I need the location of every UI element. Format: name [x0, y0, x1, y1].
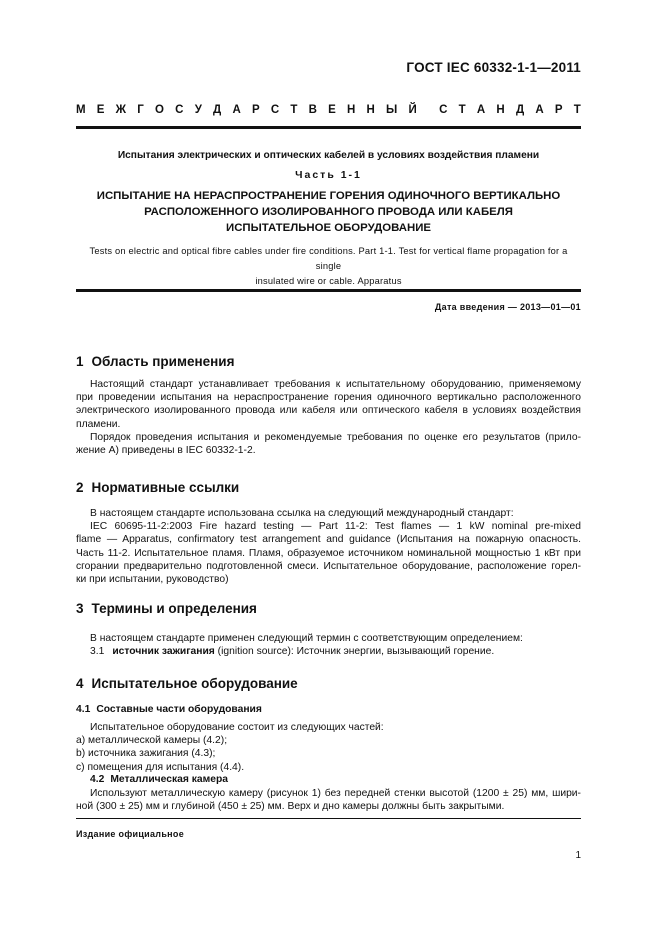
text-line: пламени.	[76, 418, 121, 430]
heading-letter: Е	[96, 104, 105, 116]
heading-letter: Р	[554, 104, 563, 116]
subsection-title: Металлическая камера	[110, 774, 228, 785]
text-line: ки при испытании, руководство)	[76, 574, 229, 586]
heading-letter: Ж	[115, 104, 127, 116]
subsection-number: 4.1	[76, 704, 91, 715]
subsection-heading-4-2	[90, 774, 228, 785]
document-main-title	[76, 188, 581, 236]
section-heading-3	[76, 601, 257, 616]
heading-letter: С	[175, 104, 184, 116]
section-heading-1	[76, 354, 234, 369]
section-heading-2	[76, 480, 239, 495]
english-title-line: insulated wire or cable. Apparatus	[255, 276, 402, 286]
introduction-date: Дата введения — 2013—01—01	[434, 302, 581, 312]
text-line: Порядок проведения испытания и рекомендуемые требования по оценке его результатов (прило-	[90, 431, 581, 443]
subsection-number: 4.2	[90, 774, 105, 785]
section-number: 2	[76, 480, 84, 495]
section-heading-4	[76, 676, 298, 691]
main-title-line: ИСПЫТАНИЕ НА НЕРАСПРОСТРАНЕНИЕ ГОРЕНИЯ ОДИНОЧНОГО ВЕРТИКАЛЬНО	[96, 190, 561, 202]
heading-letter: Т	[573, 104, 581, 116]
english-title	[76, 244, 581, 289]
term-text: (ignition source): Источник энергии, вызывающий горение.	[217, 646, 495, 658]
subsection-heading-4-1	[76, 704, 262, 715]
title-rule	[76, 289, 581, 292]
page-number: 1	[575, 850, 581, 861]
heading-letter: С	[270, 104, 280, 116]
heading-letter: Н	[366, 104, 375, 116]
document-subtitle: Испытания электрических и оптических кабелей в условиях воздействия пламени	[117, 150, 540, 161]
interstate-standard-heading	[76, 104, 581, 116]
section-1-body	[76, 378, 581, 457]
text-line: Часть 11-2. Испытательное пламя. Пламя, образуемое источником номинальной мощностью 1 кВт при	[76, 547, 581, 559]
main-title-line: ИСПЫТАТЕЛЬНОЕ ОБОРУДОВАНИЕ	[226, 222, 431, 234]
text-line: Испытательное оборудование состоит из следующих частей:	[90, 722, 384, 733]
list-item: а) металлической камеры (4.2);	[76, 735, 228, 747]
section-title: Термины и определения	[91, 601, 257, 616]
list-item: с) помещения для испытания (4.4).	[76, 761, 245, 773]
heading-letter: Д	[515, 104, 525, 116]
heading-letter: О	[155, 104, 164, 116]
list-item: b) источника зажигания (4.3);	[76, 748, 216, 760]
heading-letter: М	[76, 104, 86, 116]
heading-letter: А	[535, 104, 544, 116]
subsection-title: Составные части оборудования	[96, 704, 262, 715]
text-line: IEC 60695-11-2:2003 Fire hazard testing — Part 11-2: Test flames — 1 kW nominal pre-mixed	[90, 521, 581, 533]
heading-letter: В	[308, 104, 317, 116]
heading-letter: У	[194, 104, 202, 116]
heading-letter: Е	[328, 104, 336, 116]
text-line: Используют металлическую камеру (рисунок 1) без передней стенки высотой (1200 ± 25) мм, шири-	[90, 788, 581, 799]
term-number: 3.1	[90, 646, 105, 658]
heading-letter: А	[476, 104, 486, 116]
footer-rule	[76, 818, 581, 819]
main-title-line: РАСПОЛОЖЕННОГО ИЗОЛИРОВАННОГО ПРОВОДА ИЛИ КАБЕЛЯ	[144, 206, 513, 218]
section-title: Область применения	[91, 354, 235, 369]
section-number: 3	[76, 601, 84, 616]
section-3-body	[76, 632, 581, 658]
text-line: flame — Apparatus, confirmatory test arrangement and guidance (Испытания на пожарную опасность.	[76, 534, 581, 546]
text-line: жение А) приведены в IEC 60332-1-2.	[76, 445, 256, 457]
section-title: Испытательное оборудование	[91, 676, 298, 691]
heading-letter: А	[232, 104, 241, 116]
heading-letter: Т	[458, 104, 466, 116]
heading-letter: С	[439, 104, 448, 116]
heading-letter: Т	[290, 104, 298, 116]
heading-letter: Н	[496, 104, 505, 116]
section-4-1-body	[76, 721, 581, 774]
section-2-body	[76, 507, 581, 586]
text-line: В настоящем стандарте использована ссылка на следующий международный стандарт:	[90, 508, 514, 519]
heading-letter: Н	[346, 104, 356, 116]
text-line: Настоящий стандарт устанавливает требования к испытательному оборудованию, применяемому	[90, 379, 581, 390]
edition-label: Издание официальное	[76, 829, 185, 839]
section-title: Нормативные ссылки	[91, 480, 240, 495]
heading-letter: Ы	[386, 104, 398, 116]
text-line: В настоящем стандарте применен следующий термин с соответствующим определением:	[90, 633, 523, 644]
section-number: 1	[76, 354, 84, 369]
term-definition	[76, 645, 581, 658]
text-line: при проведении испытания на нераспространение горения одиночного вертикально расположенного	[76, 392, 581, 404]
text-line: ной (300 ± 25) мм и глубиной (450 ± 25) мм. Верх и дно камеры должны быть закрытыми.	[76, 801, 505, 813]
term-name: источник зажигания	[112, 646, 215, 658]
heading-letter: Д	[213, 104, 222, 116]
heading-letter: Р	[251, 104, 260, 116]
section-number: 4	[76, 676, 84, 691]
standard-number: ГОСТ IEC 60332-1-1—2011	[406, 60, 581, 75]
text-line: электрического изолированного провода или кабеля или оптического кабеля в условиях воздействия	[76, 405, 581, 417]
heading-letter: Й	[408, 104, 417, 116]
heading-letter: Г	[137, 104, 144, 116]
document-part: Часть 1-1	[295, 169, 362, 181]
section-4-2-body	[76, 787, 581, 813]
english-title-line: Tests on electric and optical fibre cables under fire conditions. Part 1-1. Test for vertical flame propagation for a single	[89, 246, 568, 271]
text-line: сгорании предварительно подготовленной смеси. Испытательное оборудование, расположение горел-	[76, 560, 581, 572]
header-rule	[76, 126, 581, 129]
